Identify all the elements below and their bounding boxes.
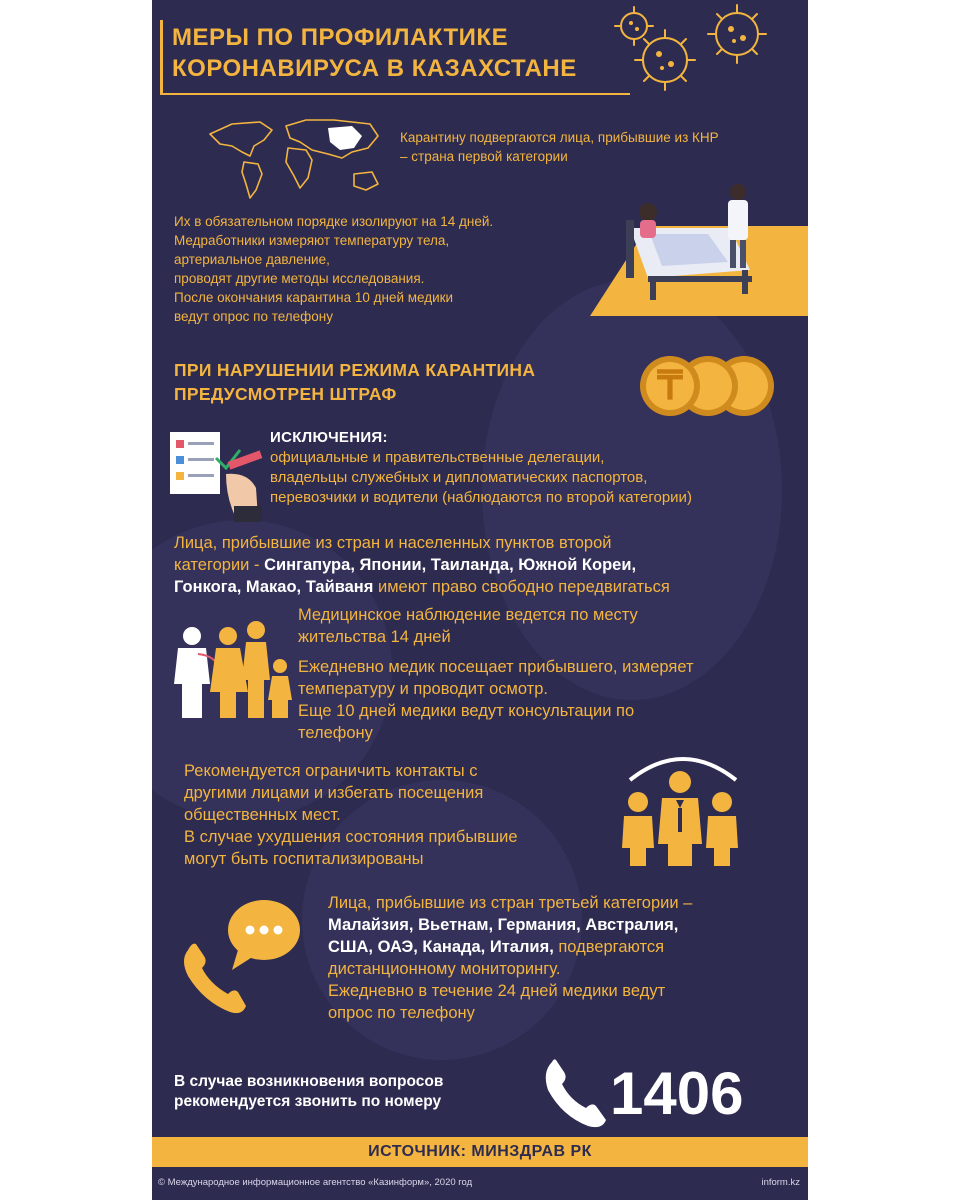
hospital-bed-illustration bbox=[590, 178, 808, 316]
isolation-text bbox=[174, 212, 614, 326]
infographic-poster bbox=[152, 0, 808, 1200]
second-category-plain: имеют право свободно передвигаться bbox=[373, 578, 670, 596]
second-category-line bbox=[174, 554, 804, 576]
observation-line: телефону bbox=[298, 724, 373, 742]
page-title bbox=[172, 22, 622, 84]
site-label: inform.kz bbox=[761, 1177, 800, 1188]
page-title-line: МЕРЫ ПО ПРОФИЛАКТИКЕ bbox=[172, 24, 509, 51]
third-category-line: дистанционному мониторингу. bbox=[328, 960, 561, 978]
third-category-line: Ежедневно в течение 24 дней медики ведут bbox=[328, 982, 666, 1000]
isolation-text-line: артериальное давление, bbox=[174, 252, 330, 267]
second-category-text bbox=[174, 532, 804, 598]
kpr-text-line: Карантину подвергаются лица, прибывшие из КНР bbox=[400, 130, 719, 145]
contacts-line: В случае ухудшения состояния прибывшие bbox=[184, 828, 518, 846]
virus-icons bbox=[607, 2, 807, 100]
isolation-text-line: ведут опрос по телефону bbox=[174, 309, 333, 324]
kpr-text bbox=[400, 128, 800, 166]
third-category-line: Лица, прибывшие из стран третьей категории – bbox=[328, 894, 693, 912]
observation-line: жительства 14 дней bbox=[298, 628, 451, 646]
contacts-line: могут быть госпитализированы bbox=[184, 850, 424, 868]
hotline-text-line: В случае возникновения вопросов bbox=[174, 1073, 444, 1090]
contacts-line: другими лицами и избегать посещения bbox=[184, 784, 484, 802]
hotline-text bbox=[174, 1072, 554, 1112]
people-group-icon bbox=[618, 748, 748, 868]
source-label: ИСТОЧНИК: МИНЗДРАВ РК bbox=[368, 1143, 592, 1160]
second-category-line bbox=[174, 576, 804, 598]
isolation-text-line: После окончания карантина 10 дней медики bbox=[174, 290, 454, 305]
copyright-text: © Международное информационное агентство «Казинформ», 2020 год bbox=[158, 1177, 473, 1188]
second-category-countries: Сингапура, Японии, Таиланда, Южной Кореи, bbox=[264, 556, 637, 574]
observation-text bbox=[298, 604, 804, 744]
observation-line: температуру и проводит осмотр. bbox=[298, 680, 548, 698]
checklist-icon bbox=[166, 428, 266, 522]
title-underline bbox=[160, 93, 630, 95]
second-category-plain: категории - bbox=[174, 556, 265, 574]
fine-heading bbox=[174, 358, 634, 406]
isolation-text-line: Медработники измеряют температуру тела, bbox=[174, 233, 450, 248]
observation-line: Медицинское наблюдение ведется по месту bbox=[298, 606, 638, 624]
doctor-family-icon bbox=[166, 620, 296, 720]
exceptions-line: владельцы служебных и дипломатических паспортов, bbox=[270, 469, 648, 486]
third-category-countries: Малайзия, Вьетнам, Германия, Австралия, bbox=[328, 916, 679, 934]
phone-icon bbox=[542, 1058, 610, 1130]
third-category-plain: подвергаются bbox=[553, 938, 665, 956]
copyright-footer bbox=[152, 1168, 808, 1200]
tenge-symbol: ₸ bbox=[657, 364, 683, 408]
isolation-text-line: Их в обязательном порядке изолируют на 14 дней. bbox=[174, 214, 494, 229]
exceptions-block bbox=[270, 428, 800, 508]
contacts-text bbox=[184, 760, 624, 870]
tenge-coins-icon bbox=[638, 354, 778, 418]
title-accent-bar bbox=[160, 20, 163, 94]
observation-line: Еще 10 дней медики ведут консультации по bbox=[298, 702, 635, 720]
second-category-countries: Гонкога, Макао, Тайваня bbox=[174, 578, 374, 596]
fine-heading-line: ПРИ НАРУШЕНИИ РЕЖИМА КАРАНТИНА bbox=[174, 360, 536, 380]
observation-line: Ежедневно медик посещает прибывшего, измеряет bbox=[298, 658, 694, 676]
second-category-line: Лица, прибывшие из стран и населенных пунктов второй bbox=[174, 534, 612, 552]
third-category-countries: США, ОАЭ, Канада, Италия, bbox=[328, 938, 554, 956]
hotline-number: 1406 bbox=[610, 1060, 744, 1127]
third-category-text bbox=[328, 892, 804, 1024]
contacts-line: общественных мест. bbox=[184, 806, 341, 824]
fine-heading-line: ПРЕДУСМОТРЕН ШТРАФ bbox=[174, 384, 397, 404]
hotline-text-line: рекомендуется звонить по номеру bbox=[174, 1093, 442, 1110]
exceptions-line: официальные и правительственные делегации, bbox=[270, 449, 605, 466]
isolation-text-line: проводят другие методы исследования. bbox=[174, 271, 425, 286]
exceptions-heading: ИСКЛЮЧЕНИЯ: bbox=[270, 429, 388, 446]
phone-chat-icon bbox=[180, 896, 304, 1016]
third-category-line: опрос по телефону bbox=[328, 1004, 475, 1022]
page-title-line: КОРОНАВИРУСА В КАЗАХСТАНЕ bbox=[172, 55, 577, 82]
kpr-text-line: – страна первой категории bbox=[400, 149, 568, 164]
exceptions-line: перевозчики и водители (наблюдаются по второй категории) bbox=[270, 489, 692, 506]
contacts-line: Рекомендуется ограничить контакты с bbox=[184, 762, 478, 780]
world-map-icon bbox=[202, 112, 392, 202]
